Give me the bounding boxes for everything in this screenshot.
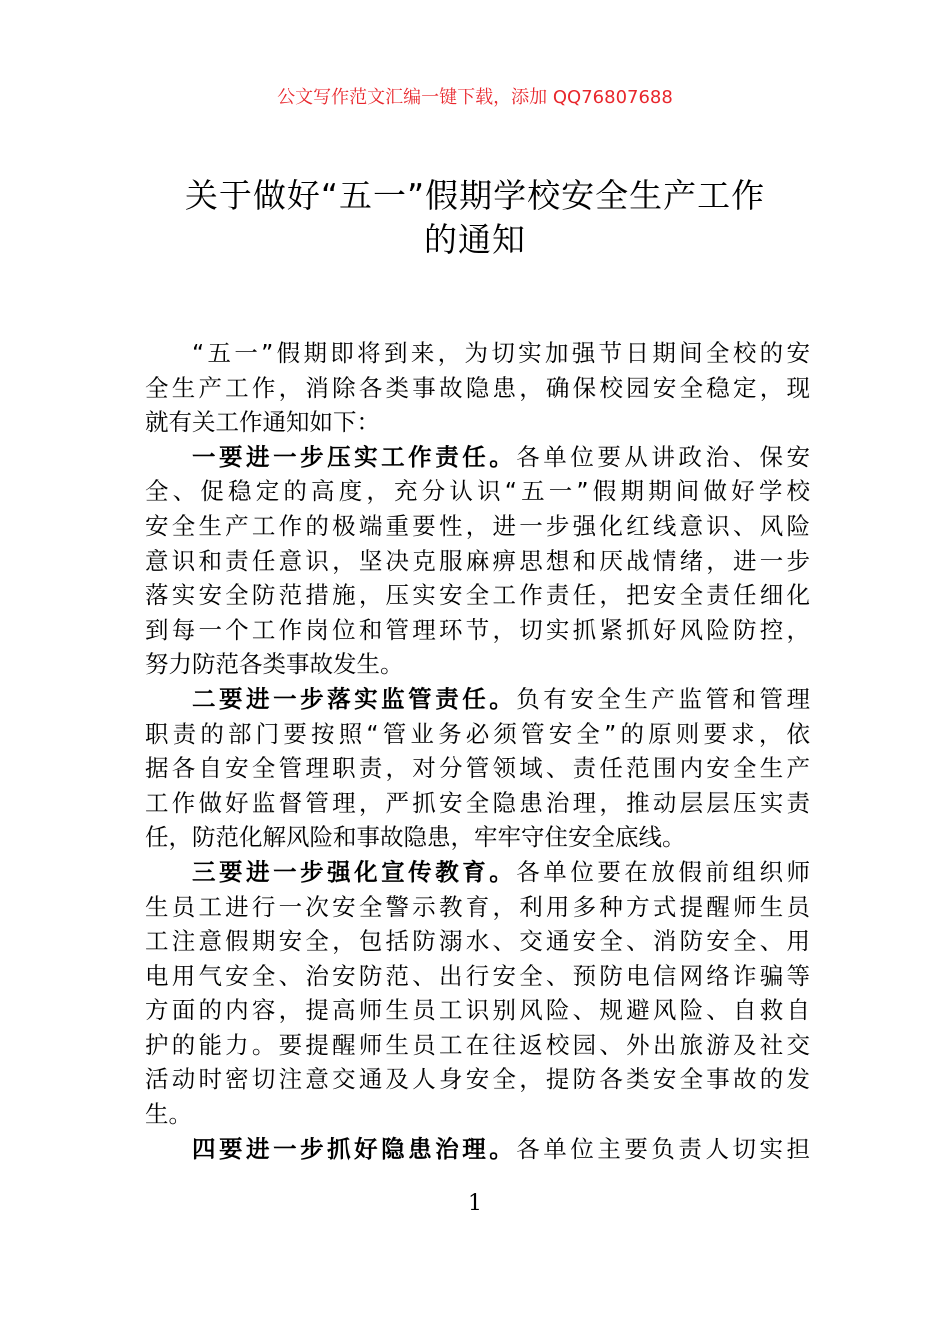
- text-line: 电用气安全、治安防范、出行安全、预防电信网络诈骗等: [145, 961, 810, 990]
- text-line: 意识和责任意识，坚决克服麻痹思想和厌战情绪，进一步: [145, 546, 810, 575]
- text-line: 到每一个工作岗位和管理环节，切实抓紧抓好风险防控，: [145, 615, 810, 644]
- text-line: 护的能力。要提醒师生员工在往返校园、外出旅游及社交: [145, 1030, 810, 1059]
- section-heading: 二要进一步落实监管责任。: [192, 684, 517, 713]
- text-line: 落实安全防范措施，压实安全工作责任，把安全责任细化: [145, 581, 810, 610]
- page-number: 1: [468, 1191, 482, 1216]
- download-promo-note: 公文写作范文汇编一键下载，添加 QQ76807688: [277, 87, 673, 108]
- intro-paragraph: [145, 336, 810, 440]
- text-line: 生。: [145, 1100, 192, 1129]
- text-line: 活动时密切注意交通及人身安全，提防各类安全事故的发: [145, 1065, 810, 1094]
- text-line: 据各自安全管理职责，对分管领域、责任范围内安全生产: [145, 754, 810, 783]
- document-body: [145, 336, 810, 1166]
- text-line: 就有关工作通知如下：: [145, 408, 380, 437]
- text-line: 安全生产工作的极端重要性，进一步强化红线意识、风险: [145, 511, 810, 540]
- section-text: 各单位要在放假前组织师: [516, 857, 811, 886]
- text-line: 职责的部门要按照“管业务必须管安全”的原则要求，依: [145, 719, 810, 748]
- text-line: 全生产工作，消除各类事故隐患，确保校园安全稳定，现: [145, 373, 810, 402]
- section-text: 负有安全生产监管和管理: [516, 684, 811, 713]
- text-line: 任，防范化解风险和事故隐患，牢牢守住安全底线。: [145, 823, 686, 852]
- section-heading: 四要进一步抓好隐患治理。: [192, 1134, 517, 1163]
- section-3-paragraph: [145, 855, 810, 1132]
- text-line: 方面的内容，提高师生员工识别风险、规避风险、自救自: [145, 996, 810, 1025]
- section-2-paragraph: [145, 682, 810, 855]
- text-line: [145, 855, 810, 890]
- text-line: [145, 440, 810, 475]
- section-4-paragraph: [145, 1132, 810, 1167]
- text-line: 生员工进行一次安全警示教育，利用多种方式提醒师生员: [145, 892, 810, 921]
- text-line: 工作做好监督管理，严抓安全隐患治理，推动层层压实责: [145, 788, 810, 817]
- text-line: 努力防范各类事故发生。: [145, 650, 404, 679]
- document-title-line-1: 关于做好“五一”假期学校安全生产工作: [184, 176, 766, 215]
- section-heading: 一要进一步压实工作责任。: [192, 442, 517, 471]
- text-line: [145, 682, 810, 717]
- section-1-paragraph: [145, 440, 810, 682]
- document-title-line-2: 的通知: [424, 220, 526, 259]
- text-line: 工注意假期安全，包括防溺水、交通安全、消防安全、用: [145, 927, 810, 956]
- section-text: 各单位要从讲政治、保安: [516, 442, 811, 471]
- text-line: 全、促稳定的高度，充分认识“五一”假期期间做好学校: [145, 477, 810, 506]
- text-line: [145, 1132, 810, 1167]
- text-line: “五一”假期即将到来，为切实加强节日期间全校的安: [192, 339, 810, 367]
- section-heading: 三要进一步强化宣传教育。: [192, 857, 517, 886]
- section-text: 各单位主要负责人切实担: [516, 1134, 811, 1163]
